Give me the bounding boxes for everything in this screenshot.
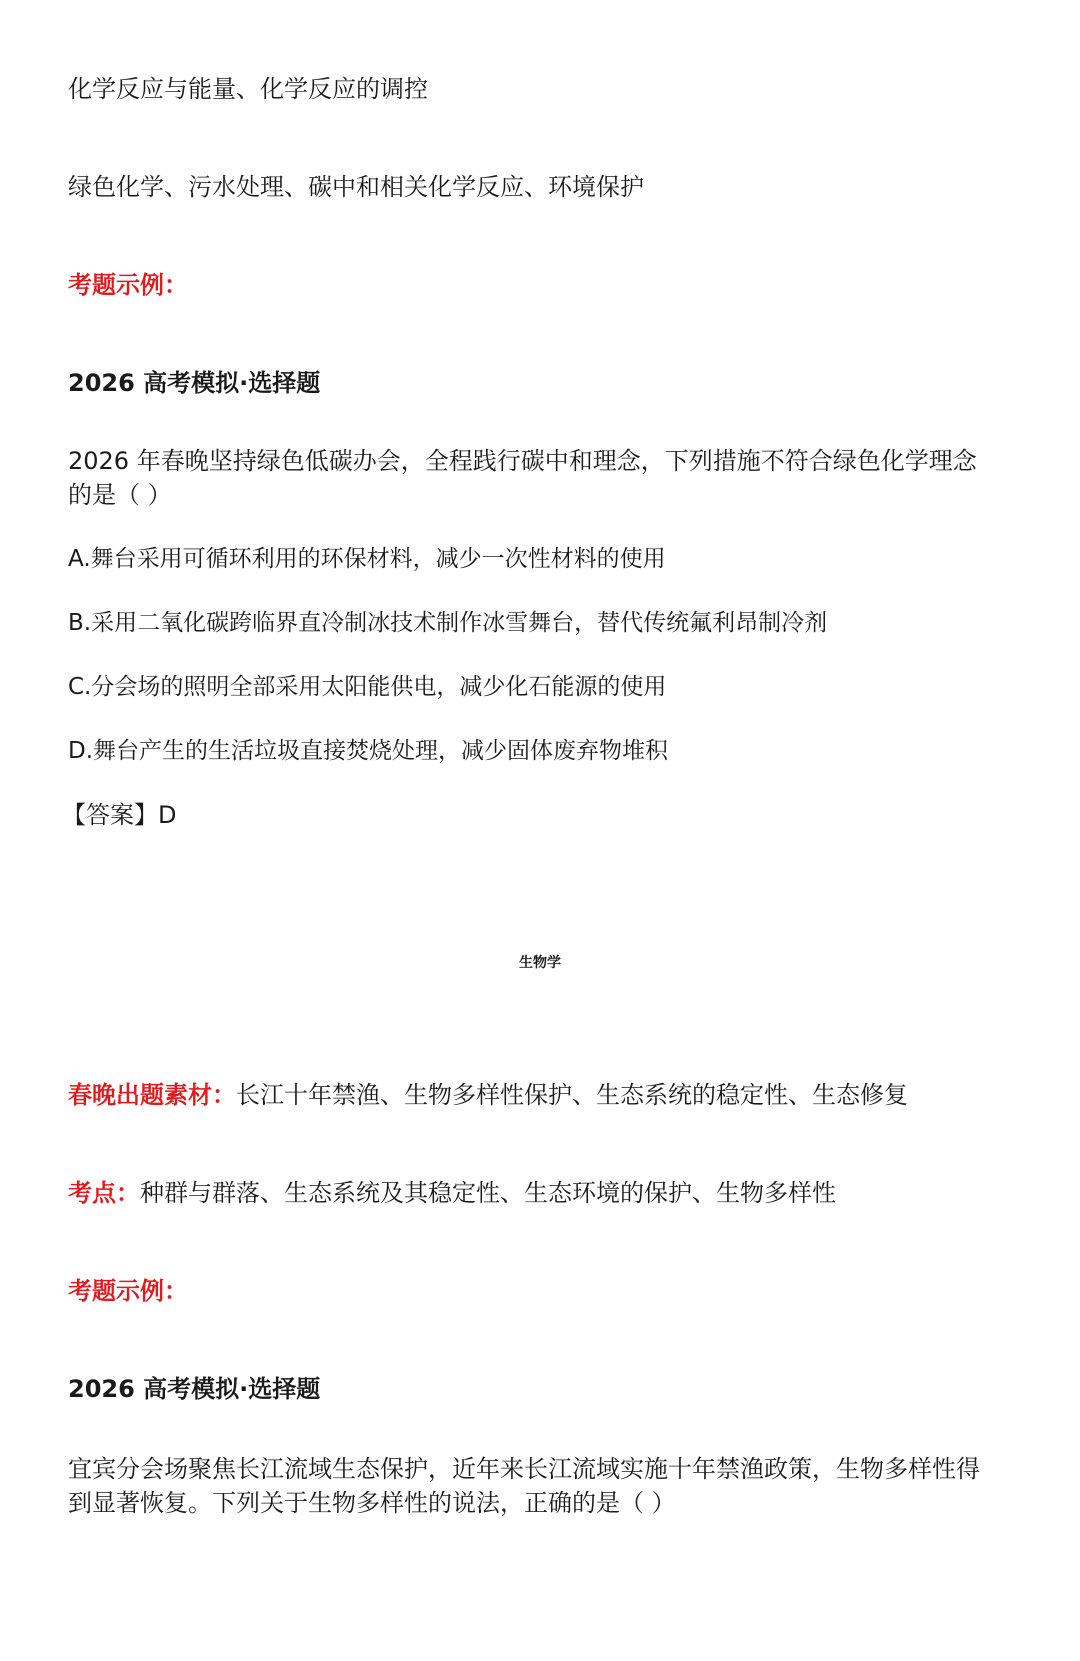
bio-question-line-2: 到显著恢复。下列关于生物多样性的说法，正确的是（ ）: [68, 1489, 676, 1517]
chem-option-d: D.舞台产生的生活垃圾直接焚烧处理，减少固体废弃物堆积: [68, 738, 669, 764]
chem-option-b: B.采用二氧化碳跨临界直冷制冰技术制作冰雪舞台，替代传统氟利昂制冷剂: [68, 610, 828, 636]
bio-question-line-1: 宜宾分会场聚焦长江流域生态保护，近年来长江流域实施十年禁渔政策，生物多样性得: [68, 1455, 980, 1483]
chem-point-line-1: 化学反应与能量、化学反应的调控: [68, 75, 428, 103]
bio-exam-title: 2026 高考模拟·选择题: [68, 1375, 321, 1403]
bio-material-label: 春晚出题素材：: [68, 1081, 236, 1109]
bio-material-text: 长江十年禁渔、生物多样性保护、生态系统的稳定性、生态修复: [236, 1081, 908, 1109]
bio-material-line: [68, 1078, 1020, 1112]
bio-point-text: 种群与群落、生态系统及其稳定性、生态环境的保护、生物多样性: [140, 1179, 836, 1207]
chem-question-line-2: 的是（ ）: [68, 481, 172, 509]
bio-point-line: [68, 1176, 1020, 1210]
chem-example-label: 考题示例：: [68, 271, 188, 299]
chem-point-line-2: 绿色化学、污水处理、碳中和相关化学反应、环境保护: [68, 173, 644, 201]
bio-section-title: 生物学: [519, 955, 561, 971]
chem-exam-title: 2026 高考模拟·选择题: [68, 369, 321, 397]
chem-answer: 【答案】D: [62, 801, 177, 829]
chem-question-line-1: 2026 年春晚坚持绿色低碳办会，全程践行碳中和理念，下列措施不符合绿色化学理念: [68, 447, 977, 475]
bio-example-label: 考题示例：: [68, 1277, 188, 1305]
chem-option-a: A.舞台采用可循环利用的环保材料，减少一次性材料的使用: [68, 546, 666, 572]
bio-point-label: 考点：: [68, 1179, 140, 1207]
chem-option-c: C.分会场的照明全部采用太阳能供电，减少化石能源的使用: [68, 674, 667, 700]
